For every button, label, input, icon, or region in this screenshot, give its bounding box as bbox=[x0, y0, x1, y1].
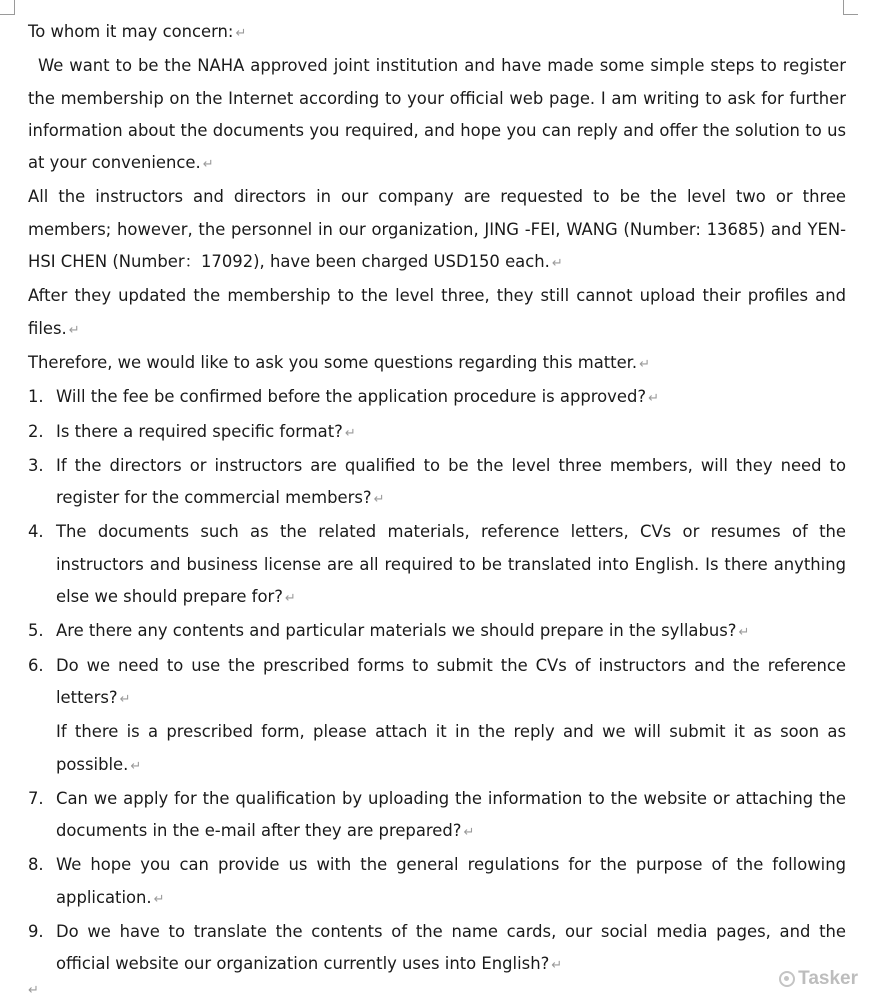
paragraph-mark-icon: ↵ bbox=[373, 492, 385, 508]
paragraph-mark-icon: ↵ bbox=[130, 758, 142, 774]
after-update-paragraph bbox=[28, 280, 846, 347]
letter-body[interactable] bbox=[28, 16, 846, 999]
paragraph-mark-icon: ↵ bbox=[284, 591, 296, 607]
question-item-8 bbox=[28, 849, 846, 916]
paragraph-mark-icon: ↵ bbox=[28, 982, 39, 998]
question-item-3 bbox=[28, 450, 846, 517]
question-number: 9. bbox=[28, 922, 44, 942]
question-item-2 bbox=[28, 416, 846, 450]
paragraph-mark-icon: ↵ bbox=[202, 157, 214, 173]
question-number: 2. bbox=[28, 421, 44, 441]
salutation bbox=[28, 16, 846, 50]
question-item-1 bbox=[28, 381, 846, 415]
therefore-paragraph bbox=[28, 347, 846, 381]
instructors-paragraph bbox=[28, 181, 846, 280]
page-corner-top-right bbox=[843, 0, 858, 15]
question-note bbox=[56, 716, 846, 783]
question-item-7 bbox=[28, 783, 846, 850]
after-update-text: After they updated the membership to the level three, they still cannot upload their profiles and files. bbox=[28, 286, 846, 338]
paragraph-mark-icon: ↵ bbox=[648, 391, 659, 407]
intro-paragraph bbox=[28, 50, 846, 181]
paragraph-mark-icon: ↵ bbox=[235, 26, 247, 41]
question-number: 5. bbox=[28, 621, 44, 641]
question-item-4 bbox=[28, 516, 846, 615]
question-text: The documents such as the related materials, reference letters, CVs or resumes of the instructors and business license are all required to be translated into English. Is there anything else we should prepare for? bbox=[56, 522, 846, 607]
paragraph-mark-icon: ↵ bbox=[68, 322, 80, 338]
tasker-watermark bbox=[779, 968, 858, 990]
question-text: Can we apply for the qualification by uploading the information to the website or attaching the documents in the e-mail after they are prepared? bbox=[56, 788, 846, 841]
question-number: 4. bbox=[28, 522, 44, 542]
question-item-9 bbox=[28, 916, 846, 983]
question-number: 8. bbox=[28, 855, 44, 875]
question-text: Is there a required specific format? bbox=[56, 421, 343, 441]
paragraph-mark-icon: ↵ bbox=[639, 356, 651, 372]
intro-text: We want to be the NAHA approved joint institution and have made some simple steps to register the membership on the Internet according to your official web page. I am writing to ask for further information about the documents you required, and hope you can reply and offer the solution to us at your convenience. bbox=[28, 56, 846, 173]
question-text: If the directors or instructors are qualified to be the level three members, will they need to register for the commercial members? bbox=[56, 455, 846, 508]
question-text: Will the fee be confirmed before the application procedure is approved? bbox=[56, 387, 647, 407]
question-number: 6. bbox=[28, 655, 44, 675]
salutation-text: To whom it may concern: bbox=[28, 22, 234, 41]
paragraph-mark-icon: ↵ bbox=[344, 425, 356, 441]
instructors-text: All the instructors and directors in our company are requested to be the level two or three members; however, the personnel in our organization, JING -FEI, WANG (Number: 13685) and YEN-HSI CHEN (Number：17092), have been charged USD150 each. bbox=[28, 187, 846, 272]
question-list bbox=[28, 381, 846, 982]
question-number: 3. bbox=[28, 455, 44, 475]
therefore-text: Therefore, we would like to ask you some questions regarding this matter. bbox=[28, 352, 638, 372]
question-text: Are there any contents and particular materials we should prepare in the syllabus? bbox=[56, 621, 737, 641]
question-item-5 bbox=[28, 615, 846, 649]
paragraph-mark-icon: ↵ bbox=[119, 691, 131, 707]
paragraph-mark-icon: ↵ bbox=[551, 256, 563, 272]
question-text: We hope you can provide us with the general regulations for the purpose of the following application. bbox=[56, 855, 846, 907]
paragraph-mark-icon: ↵ bbox=[738, 625, 750, 641]
page-corner-top-left bbox=[0, 0, 15, 15]
watermark-label: Tasker bbox=[798, 968, 858, 989]
paragraph-mark-icon: ↵ bbox=[153, 891, 165, 907]
paragraph-mark-icon: ↵ bbox=[463, 825, 475, 841]
question-number: 1. bbox=[28, 387, 44, 407]
question-note-text: If there is a prescribed form, please attach it in the reply and we will submit it as soon as possible. bbox=[56, 722, 846, 774]
paragraph-mark-icon: ↵ bbox=[551, 958, 563, 974]
tasker-logo-icon bbox=[779, 971, 795, 987]
question-text: Do we need to use the prescribed forms to submit the CVs of instructors and the reference letters? bbox=[56, 655, 846, 707]
question-number: 7. bbox=[28, 788, 44, 808]
question-text: Do we have to translate the contents of the name cards, our social media pages, and the official website our organization currently uses into English? bbox=[56, 922, 846, 974]
question-item-6 bbox=[28, 650, 846, 783]
